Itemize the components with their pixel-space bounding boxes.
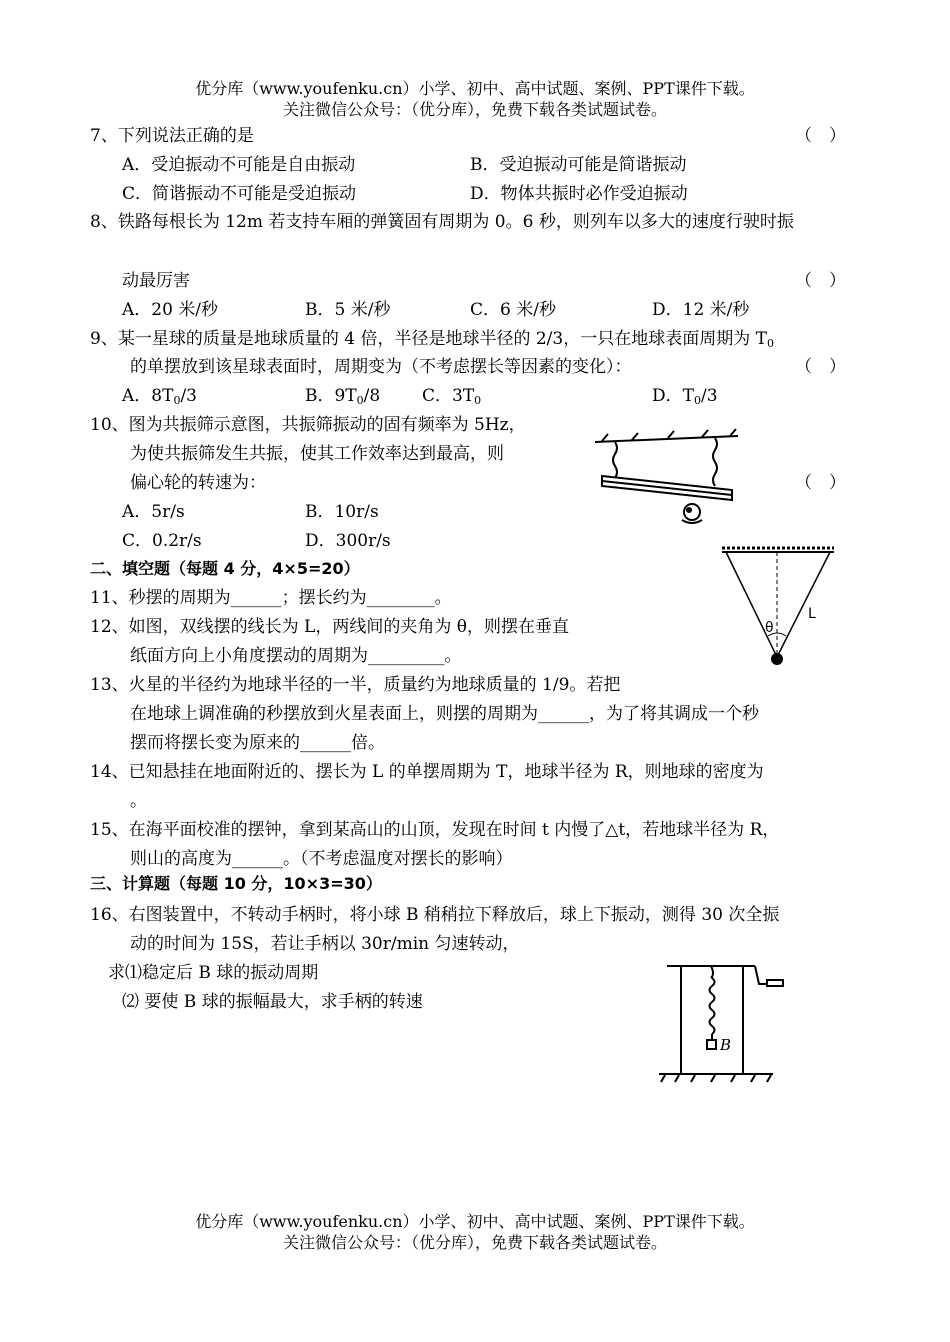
question-11: 11、秒摆的周期为______；摆长约为________。 [90,588,452,608]
question-13-line-3: 摆而将摆长变为原来的______倍。 [130,733,385,753]
footer-line-1: 优分库（www.youfenku.cn）小学、初中、高中试题、案例、PPT课件下载。 [195,1212,755,1231]
question-16-line-4: ⑵ 要使 B 球的振幅最大，求手柄的转速 [122,992,423,1012]
question-13-line-1: 13、火星的半径约为地球半径的一半，质量约为地球质量的 1/9。若把 [90,675,621,695]
q8-option-a: A．20 米/秒 [122,300,219,320]
q8-option-b: B．5 米/秒 [305,300,391,320]
q7-stem: 7、下列说法正确的是 [90,126,254,146]
header-line-2: 关注微信公众号：（优分库），免费下载各类试题试卷。 [282,100,667,119]
q10-answer-paren: （ ） [795,473,846,493]
q10-stem-line-1: 10、图为共振筛示意图，共振筛振动的固有频率为 5Hz， [90,415,526,435]
theta-label: θ [765,620,774,636]
q10-stem-line-2: 为使共振筛发生共振，使其工作效率达到最高，则 [130,444,504,464]
q10-option-a: A．5r/s [122,502,185,522]
q8-option-d: D．12 米/秒 [652,300,750,320]
footer-line-2: 关注微信公众号：（优分库），免费下载各类试题试卷。 [282,1233,667,1252]
q7-option-d: D．物体共振时必作受迫振动 [470,184,688,204]
question-16-line-1: 16、右图装置中，不转动手柄时，将小球 B 稍稍拉下释放后，球上下振动，测得 30 次全振 [90,905,780,925]
q9-stem-line-2: 的单摆放到该星球表面时，周期变为（不考虑摆长等因素的变化）： [130,357,632,377]
q9-option-b: B．$9T_0/8$ [305,386,381,407]
header-line-1: 优分库（www.youfenku.cn）小学、初中、高中试题、案例、PPT课件下载。 [195,79,755,98]
q10-option-c: C．0.2r/s [122,531,202,551]
question-12-line-2: 纸面方向上小角度摆动的周期为_________。 [130,646,462,666]
section-3-title: 三、计算题（每题 10 分，10×3=30） [90,874,382,893]
spring-ball-apparatus-figure [655,962,785,1090]
ball-b-label: B [720,1036,732,1054]
q8-option-c: C．6 米/秒 [470,300,556,320]
question-14-line-2: 。 [130,791,147,811]
question-15-line-2: 则山的高度为______。（不考虑温度对摆长的影响） [130,849,513,869]
q7-option-c: C．简谐振动不可能是受迫振动 [122,184,357,204]
q8-answer-paren: （ ） [795,271,846,291]
q9-option-c: C．$3T_0$ [422,386,482,407]
question-15-line-1: 15、在海平面校准的摆钟，拿到某高山的山顶，发现在时间 t 内慢了△t，若地球半径为 R， [90,820,780,840]
question-13-line-2: 在地球上调准确的秒摆放到火星表面上，则摆的周期为______，为了将其调成一个秒 [130,704,759,724]
q9-option-a: A．$8T_0/3$ [122,386,197,407]
question-14-line-1: 14、已知悬挂在地面附近的、摆长为 L 的单摆周期为 T，地球半径为 R，则地球的密度为 [90,762,764,782]
q7-option-a: A．受迫振动不可能是自由振动 [122,155,356,175]
double-pendulum-figure [718,546,838,672]
q10-option-d: D．300r/s [305,531,391,551]
length-label: L [808,606,816,622]
question-12-line-1: 12、如图，双线摆的线长为 L，两线间的夹角为 θ，则摆在垂直 [90,617,569,637]
q7-answer-paren: （ ） [795,126,846,146]
q8-stem-line-1: 8、铁路每根长为 12m 若支持车厢的弹簧固有周期为 0。6 秒，则列车以多大的速度行驶时振 [90,212,794,232]
q9-answer-paren: （ ） [795,357,846,377]
resonance-screen-figure [590,428,750,528]
question-16-line-2: 动的时间为 15S，若让手柄以 30r/min 匀速转动， [130,934,520,954]
q10-option-b: B．10r/s [305,502,379,522]
q9-option-d: D．$T_0/3$ [652,386,718,407]
q10-stem-line-3: 偏心轮的转速为： [130,473,266,493]
q8-stem-line-2: 动最厉害 [122,271,190,291]
section-2-title: 二、填空题（每题 4 分，4×5=20） [90,559,360,578]
q9-stem-line-1: 9、某一星球的质量是地球质量的 4 倍，半径是地球半径的 2/3，一只在地球表面周期为 $T_0$ [90,329,774,350]
q7-option-b: B．受迫振动可能是简谐振动 [470,155,687,175]
question-16-line-3: 求⑴稳定后 B 球的振动周期 [108,963,319,983]
